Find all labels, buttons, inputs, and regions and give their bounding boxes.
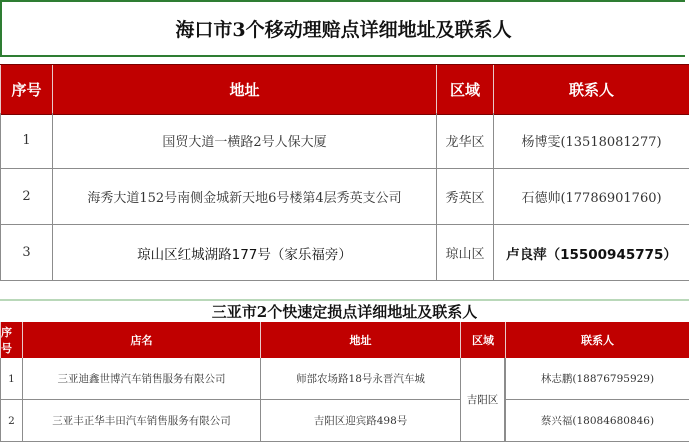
table1-title: 海口市3个移动理赔点详细地址及联系人 [0, 0, 685, 57]
table2-header-store: 店名 [22, 322, 260, 358]
table-row [0, 225, 689, 281]
row-contact: 卢良萍（15500945775） [493, 225, 689, 280]
merged-area-cell: 吉阳区 [460, 358, 505, 441]
row-contact: 石德帅(17786901760) [493, 169, 689, 224]
table2-header-contact: 联系人 [505, 322, 689, 358]
table-row [0, 400, 689, 442]
row-store: 三亚迪鑫世博汽车销售服务有限公司 [22, 358, 260, 399]
row-contact: 蔡兴福(18084680846) [505, 400, 689, 441]
table2-header-area: 区域 [460, 322, 505, 358]
row-store: 三亚丰正华丰田汽车销售服务有限公司 [22, 400, 260, 441]
table2-header-no: 序号 [0, 322, 22, 358]
row-no: 2 [0, 400, 22, 441]
row-no: 1 [0, 113, 52, 168]
row-contact: 林志鹏(18876795929) [505, 358, 689, 399]
table1-header-no: 序号 [0, 65, 52, 114]
row-address: 海秀大道152号南侧金城新天地6号楼第4层秀英支公司 [52, 169, 436, 224]
table1-header-address: 地址 [52, 65, 436, 114]
table2-header-row [0, 322, 689, 358]
row-area: 秀英区 [436, 169, 493, 224]
row-address: 吉阳区迎宾路498号 [260, 400, 460, 441]
table2-title: 三亚市2个快速定损点详细地址及联系人 [0, 299, 689, 321]
table-row [0, 113, 689, 169]
row-no: 2 [0, 169, 52, 224]
row-contact: 杨博雯(13518081277) [493, 113, 689, 168]
row-area: 龙华区 [436, 113, 493, 168]
table-row [0, 169, 689, 225]
row-area: 琼山区 [436, 225, 493, 280]
row-address: 琼山区红城湖路177号（家乐福旁） [52, 225, 436, 280]
table1-header-area: 区域 [436, 65, 493, 114]
table1-header-contact: 联系人 [493, 65, 689, 114]
table1-header-row [0, 64, 689, 115]
row-no: 1 [0, 358, 22, 399]
row-address: 师部农场路18号永晋汽车城 [260, 358, 460, 399]
row-address: 国贸大道一横路2号人保大厦 [52, 113, 436, 168]
table-row [0, 358, 689, 400]
row-no: 3 [0, 225, 52, 280]
table2-body [0, 358, 689, 441]
table2-header-address: 地址 [260, 322, 460, 358]
